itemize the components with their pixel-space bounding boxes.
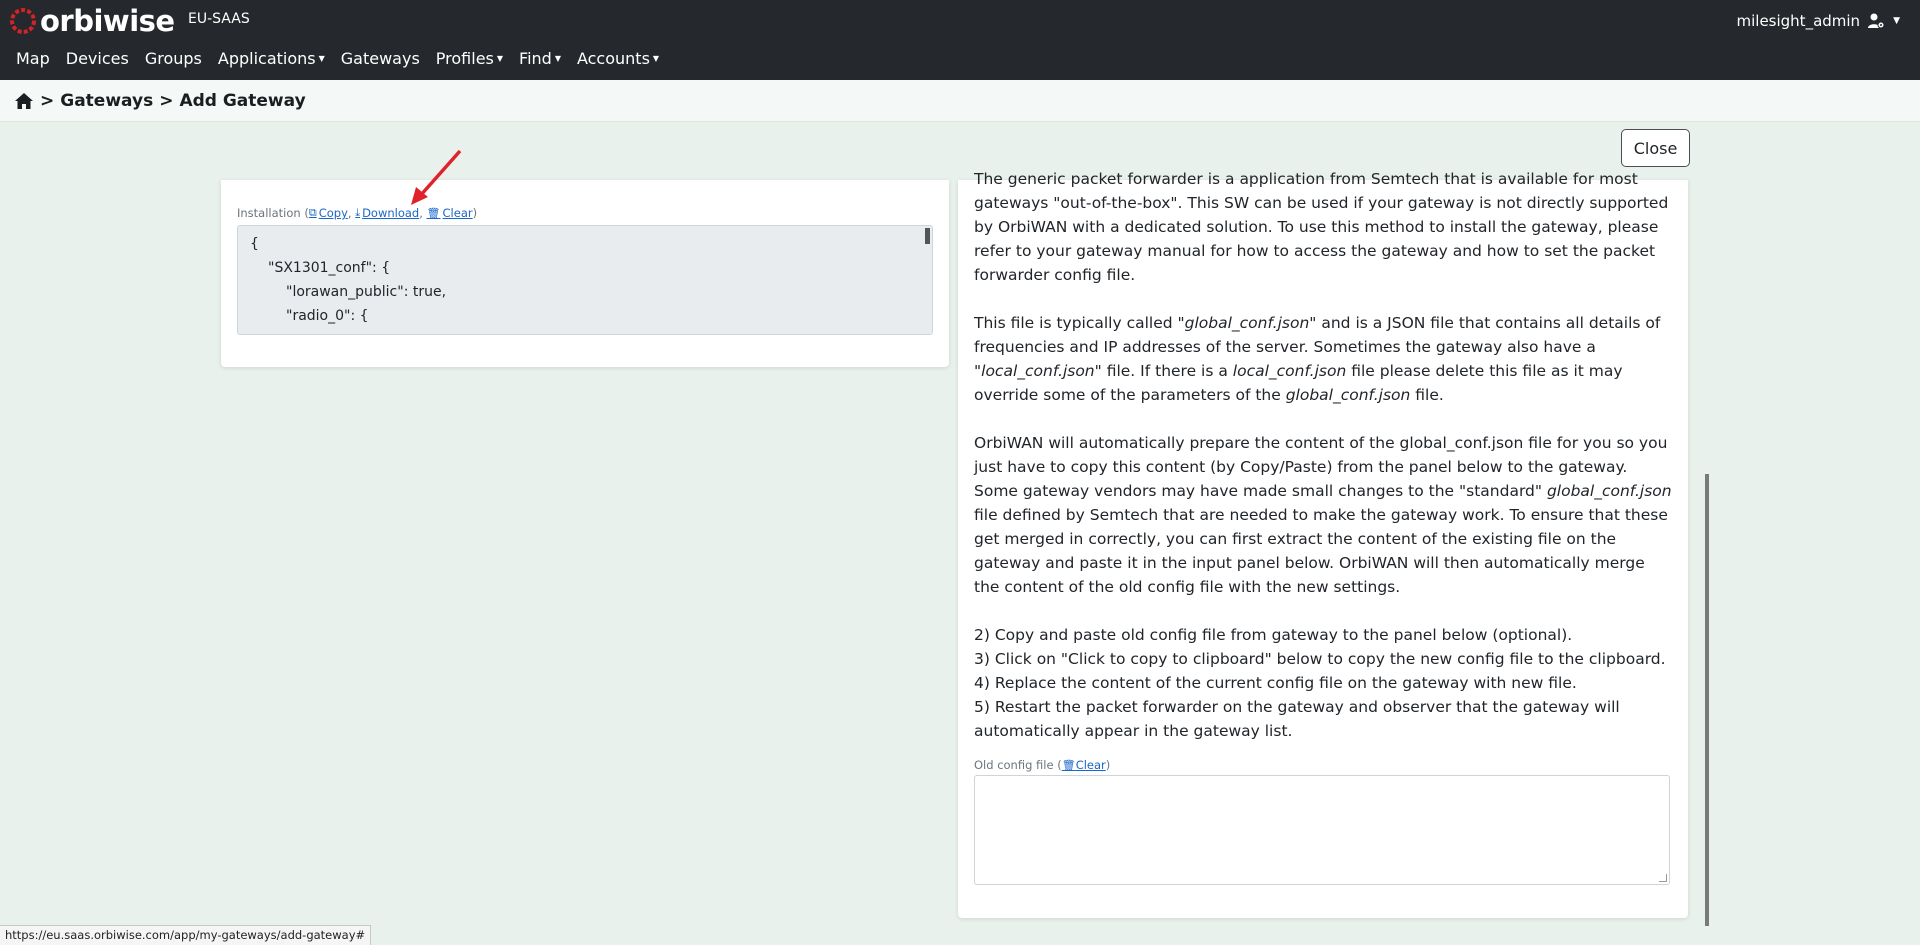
nav-devices[interactable]: Devices bbox=[65, 49, 129, 68]
trash-icon: 🗑 bbox=[426, 206, 441, 220]
step-item: 5) Restart the packet forwarder on the gateway and observer that the gateway will automatically appear in the gateway list. bbox=[974, 698, 1620, 740]
installation-label: Installation ( ⧉ Copy , ⤓ Download , 🗑 Clear ) bbox=[237, 206, 478, 220]
username: milesight_admin bbox=[1736, 12, 1861, 30]
code-line: "radio_0": { bbox=[286, 308, 369, 324]
close-button[interactable]: Close bbox=[1621, 129, 1690, 167]
help-paragraph: OrbiWAN will automatically prepare the content of the global_conf.json file for you so you just have to copy this content (by Copy/Paste) from the panel below to the gateway. Some gateway vendors may have made small changes to the "standard" global_conf.json file defined by Semtech that are needed to make the gateway work. To ensure that these get merged in correctly, you can first extract the content of the existing file on the gateway and paste it in the input panel below. OrbiWAN will then automatically merge the content of the old config file with the new settings. bbox=[974, 434, 1672, 596]
installation-card bbox=[221, 180, 949, 367]
breadcrumb bbox=[0, 80, 1920, 122]
breadcrumb-current: Add Gateway bbox=[179, 90, 306, 111]
chevron-down-icon: ▼ bbox=[1893, 16, 1900, 26]
chevron-down-icon: ▼ bbox=[496, 54, 504, 63]
help-paragraph: The generic packet forwarder is a application from Semtech that is available for most gateways "out-of-the-box". This SW can be used if your gateway is not directly supported by OrbiWAN with a dedicated solution. To use this method to install the gateway, please refer to your gateway manual for how to access the gateway and how to set the packet forwarder config file. bbox=[974, 170, 1669, 284]
status-bar-url: https://eu.saas.orbiwise.com/app/my-gateways/add-gateway# bbox=[0, 925, 371, 945]
clear-link[interactable]: 🗑 Clear bbox=[426, 206, 473, 220]
chevron-down-icon: ▼ bbox=[554, 54, 561, 63]
nav-gateways[interactable]: Gateways bbox=[340, 49, 420, 68]
help-card bbox=[958, 170, 1688, 918]
code-line: { bbox=[250, 236, 259, 252]
main-nav bbox=[16, 49, 675, 68]
copy-icon: ⧉ bbox=[308, 206, 317, 219]
steps-list bbox=[974, 623, 1674, 743]
resize-grip-icon[interactable] bbox=[1659, 874, 1667, 882]
nav-groups[interactable]: Groups bbox=[144, 49, 202, 68]
annotation-arrow-icon bbox=[408, 148, 468, 208]
step-item: 2) Copy and paste old config file from gateway to the panel below (optional). bbox=[974, 626, 1573, 644]
textarea-scrollbar[interactable] bbox=[925, 228, 930, 244]
page-scrollbar[interactable] bbox=[1705, 474, 1709, 926]
breadcrumb-separator: > bbox=[40, 90, 55, 111]
trash-icon: 🗑 bbox=[1061, 759, 1076, 772]
home-icon[interactable] bbox=[14, 92, 34, 110]
help-paragraph: This file is typically called "global_conf.json" and is a JSON file that contains all details of frequencies and IP addresses of the server. Sometimes the gateway also have a "local_conf.json" file. If there is a local_conf.json file please delete this file as it may override some of the parameters of the global_conf.json file. bbox=[974, 314, 1661, 404]
environment-label: EU-SAAS bbox=[188, 11, 250, 27]
installation-config-textarea[interactable] bbox=[237, 225, 933, 335]
code-line: "lorawan_public": true, bbox=[286, 284, 447, 300]
step-item: 4) Replace the content of the current config file on the gateway with new file. bbox=[974, 674, 1577, 692]
user-settings-icon bbox=[1867, 12, 1885, 30]
code-line: "SX1301_conf": { bbox=[268, 260, 391, 276]
step-item: 3) Click on "Click to copy to clipboard" below to copy the new config file to the clipboard. bbox=[974, 650, 1666, 668]
orbiwise-logo[interactable] bbox=[8, 4, 175, 38]
user-menu[interactable] bbox=[1737, 12, 1901, 30]
nav-applications[interactable]: Applications ▼ bbox=[217, 49, 325, 68]
download-link[interactable]: ⤓ Download bbox=[355, 206, 420, 220]
help-text bbox=[974, 167, 1674, 743]
old-config-label: Old config file ( 🗑Clear ) bbox=[974, 758, 1111, 772]
logo-text: orbiwise bbox=[40, 4, 175, 38]
chevron-down-icon: ▼ bbox=[652, 54, 660, 63]
top-navbar bbox=[0, 0, 1920, 80]
chevron-down-icon: ▼ bbox=[318, 54, 325, 63]
logo-ring-icon bbox=[8, 6, 38, 36]
nav-find[interactable]: Find ▼ bbox=[519, 49, 561, 68]
download-icon: ⤓ bbox=[355, 206, 361, 219]
nav-accounts[interactable]: Accounts ▼ bbox=[576, 49, 660, 68]
nav-profiles[interactable]: Profiles ▼ bbox=[435, 49, 504, 68]
breadcrumb-gateways[interactable]: Gateways bbox=[60, 90, 154, 111]
nav-map[interactable]: Map bbox=[16, 49, 50, 68]
old-config-textarea[interactable] bbox=[974, 775, 1670, 885]
copy-link[interactable]: ⧉ Copy bbox=[308, 206, 348, 220]
breadcrumb-separator: > bbox=[159, 90, 174, 111]
old-config-clear-link[interactable]: 🗑Clear bbox=[1061, 758, 1106, 772]
